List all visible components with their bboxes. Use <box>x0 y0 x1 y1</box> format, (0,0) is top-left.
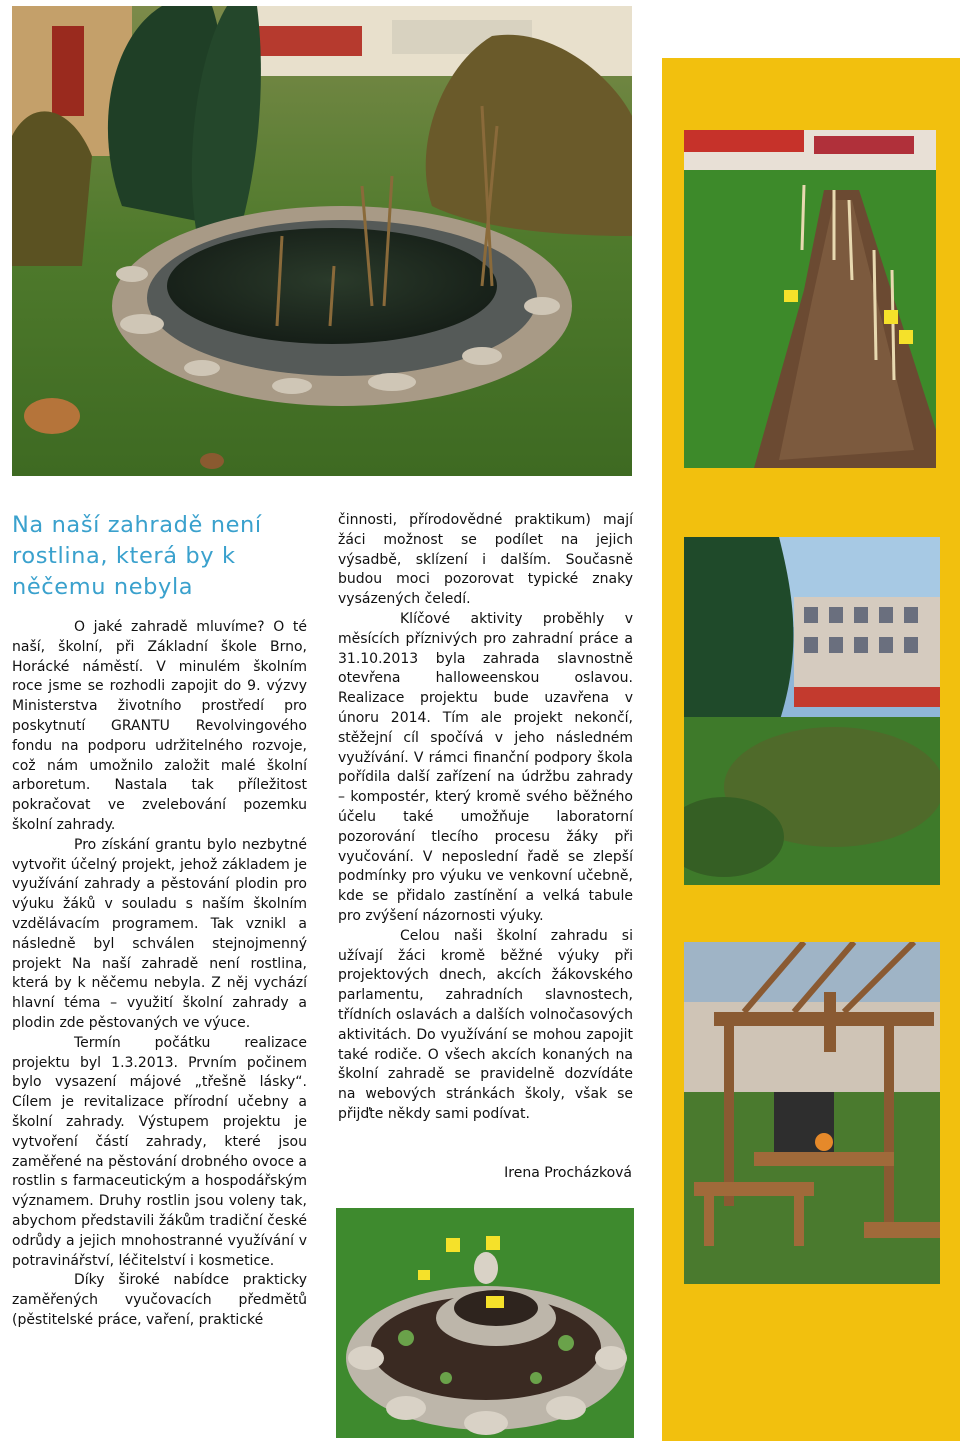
paragraph: Celou naši školní zahradu si užívají žáci kromě běžné výuky při projektových dnech, akcích žákovského parlamentu, zahradních slavnostech, třídních oslavách a dalších volnočasových aktivitách. Do využívání se mohou zapojit také rodiče. O všech akcích konaných na školní zahradě se pravidelně dozvídáte na webových stránkách školy, však se přijďte někdy sami podívat. <box>338 927 633 1122</box>
rockery-photo <box>336 1208 634 1438</box>
paragraph: činnosti, přírodovědné praktikum) mají žáci možnost se podílet na jejich výsadbě, sklízení i dalším. Současně budou moci pozorovat typické znaky vysázených čeledí. <box>338 512 633 608</box>
article-column-middle <box>338 511 633 1125</box>
article-headline: Na naší zahradě není rostlina, která by k něčemu nebyla <box>12 512 262 600</box>
paragraph: Termín počátku realizace projektu byl 1.3.2013. Prvním počinem bylo vysazení májové „třešně lásky“. Cílem je revitalizace přírodní učebny a školní zahrady. Výstupem projektu je vytvoření částí zahrady, které jsou zaměřené na pěstování drobného ovoce a rostlin s farmaceutickým a hospodářským významem. Druhy rostlin jsou voleny tak, abychom představili žákům tradiční české odrůdy a jejich mnohostranné využívání v potravinářství, léčitelství i kosmetice. <box>12 1034 307 1269</box>
school-garden-photo <box>684 537 940 885</box>
article-column-left <box>12 618 307 1331</box>
paragraph: Klíčové aktivity proběhly v měsících příznivých pro zahradní práce a 31.10.2013 byla zahrada slavnostně otevřena halloweenskou oslavou. Realizace projektu bude uzavřena v únoru 2014. Tím ale projekt nekončí, stěžejní cíl spočívá v jeho následném využívání. V rámci finanční podpory škola pořídila další zařízení na údržbu zahrady – kompostér, který kromě svého běžného účelu také umožňuje laboratorní pozorování tlecího procesu žáky při vyučování. V neposlední řadě se zlepší podmínky pro výuku ve venkovní učebně, kde se přidalo zastínění a velká tabule pro zvýšení názornosti výuky. <box>338 610 633 924</box>
pergola-photo <box>684 942 940 1284</box>
author-signature: Irena Procházková <box>504 1165 632 1181</box>
pond-photo <box>12 6 632 476</box>
garden-path-photo <box>684 130 936 468</box>
paragraph: Pro získání grantu bylo nezbytné vytvořit účelný projekt, jehož základem je využívání zahrady a pěstování plodin pro výuku žáků v souladu s naším školním vzdělávacím programem. Tak vznikl a následně byl schválen stejnojmenný projekt Na naší zahradě není rostlina, která by k něčemu nebyla. Z něj vychází hlavní téma – využití školní zahrady a plodin zde pěstovaných ve výuce. <box>12 836 307 1031</box>
paragraph: Díky široké nabídce prakticky zaměřených vyučovacích předmětů (pěstitelské práce, vaření, praktické <box>12 1272 307 1328</box>
paragraph: O jaké zahradě mluvíme? O té naší, školní, při Základní škole Brno, Horácké náměstí. V minulém školním roce jsme se rozhodli zapojit do 9. výzvy Ministerstva životního prostředí pro poskytnutí GRANTU Revolvingového fondu na podporu udržitelného rozvoje, což nám umožnilo založit malé školní arboretum. Nastala tak příležitost pokračovat ve zvelebování pozemku školní zahrady. <box>12 619 307 833</box>
